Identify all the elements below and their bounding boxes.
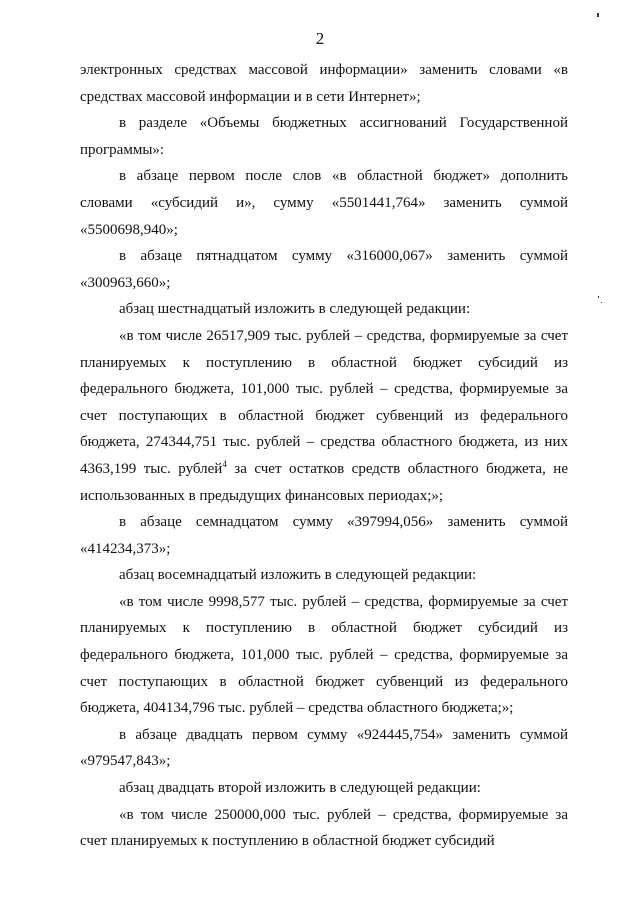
paragraph-8: абзац восемнадцатый изложить в следующей редакции:: [119, 567, 477, 584]
paragraph-6-text-before: «в том числе 26517,909 тыс. рублей – средства, формируемые за счет планируемых к поступлению в областной бюджет субсидий из федерального бюджета, 101,000 тыс. рублей – средства, формируемые за счет поступающих в областной бюджет субвенций из федерального бюджета, 274344,751 тыс. рублей – средства областного бюджета, из них 4363,199 тыс. рублей: [80, 327, 568, 477]
page-number: 2: [315, 29, 325, 48]
paragraph-6-text-after: за счет остатков средств областного бюджета, не использованных в предыдущих финансовых периодах;»;: [80, 460, 568, 504]
paragraph-2: в разделе «Объемы бюджетных ассигнований Государственной программы»:: [80, 115, 568, 158]
paragraph-3: в абзаце первом после слов «в областной бюджет» дополнить словами «субсидий и», сумму «5501441,764» заменить суммой «5500698,940»;: [80, 168, 568, 238]
paragraph-10: в абзаце двадцать первом сумму «924445,754» заменить суммой «979547,843»;: [80, 726, 568, 770]
footnote-reference: 4: [222, 458, 227, 469]
paragraph-12: «в том числе 250000,000 тыс. рублей – средства, формируемые за счет планируемых к поступлению в областной бюджет субсидий: [80, 806, 568, 850]
paragraph-1: электронных средствах массовой информации» заменить словами «в средствах массовой информации и в сети Интернет»;: [80, 62, 568, 105]
scan-speck: [598, 296, 599, 298]
paragraph-9: «в том числе 9998,577 тыс. рублей – средства, формируемые за счет планируемых к поступлению в областной бюджет субсидий из федерального бюджета, 101,000 тыс. рублей – средства, формируемые за счет поступающих в областной бюджет субвенций из федерального бюджета, 404134,796 тыс. рублей – средства областного бюджета;»;: [80, 593, 568, 717]
paragraph-7: в абзаце семнадцатом сумму «397994,056» заменить суммой «414234,373»;: [80, 514, 568, 557]
scan-speck: [601, 302, 602, 303]
paragraph-6: [80, 323, 568, 509]
paragraph-5: абзац шестнадцатый изложить в следующей редакции:: [119, 301, 471, 318]
scan-speck: [597, 13, 599, 17]
paragraph-11: абзац двадцать второй изложить в следующей редакции:: [119, 780, 481, 797]
document-body: [80, 57, 568, 855]
paragraph-4: в абзаце пятнадцатом сумму «316000,067» заменить суммой «300963,660»;: [80, 248, 568, 291]
